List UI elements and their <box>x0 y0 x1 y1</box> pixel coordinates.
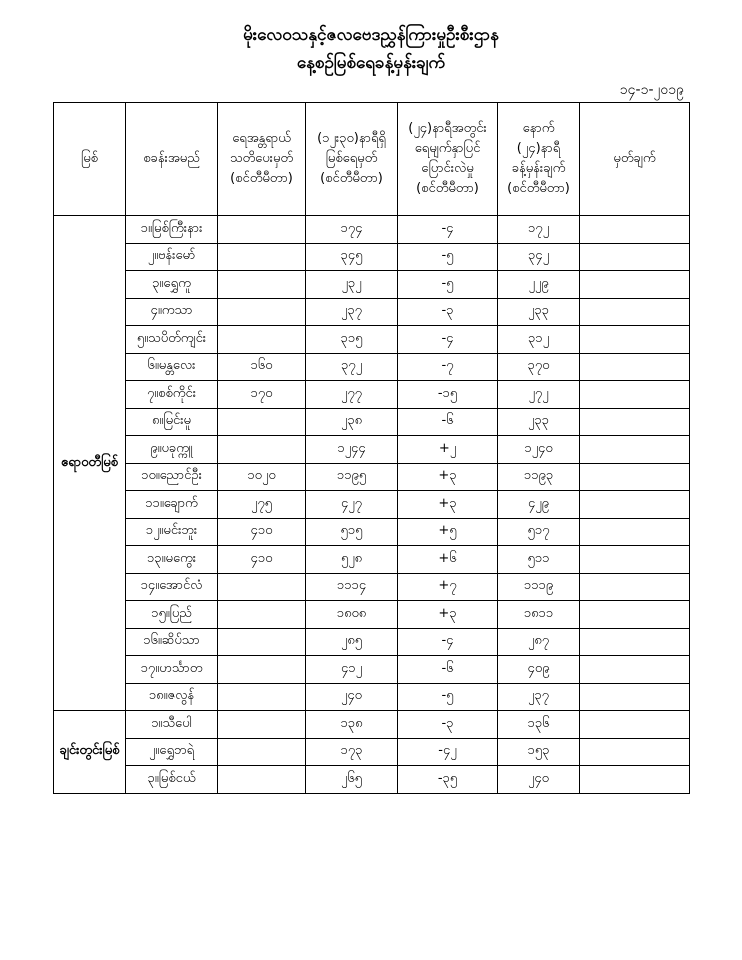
water-level-cell: ၃၇၂ <box>306 353 398 381</box>
station-cell: ၁။သီပေါ <box>126 711 218 739</box>
change-cell: -၁၅ <box>398 381 498 409</box>
forecast-cell: ၂၄၀ <box>498 766 580 794</box>
change-cell: -၅ <box>398 271 498 299</box>
change-cell: +၃ <box>398 491 498 519</box>
table-row <box>54 683 690 711</box>
station-cell: ၃။မြစ်ငယ် <box>126 766 218 794</box>
change-cell: -၃ <box>398 298 498 326</box>
change-cell: +၃ <box>398 463 498 491</box>
station-cell: ၁၃။မကွေး <box>126 546 218 574</box>
station-cell: ၁၈။ဇလွန် <box>126 683 218 711</box>
danger-level-cell <box>218 298 306 326</box>
change-cell: -၆ <box>398 656 498 684</box>
remarks-cell <box>580 546 690 574</box>
water-level-cell: ၅၁၅ <box>306 518 398 546</box>
table-row <box>54 628 690 656</box>
table-row <box>54 381 690 409</box>
table-row <box>54 353 690 381</box>
danger-level-cell: ၂၇၅ <box>218 491 306 519</box>
table-row <box>54 491 690 519</box>
water-level-cell: ၅၂၈ <box>306 546 398 574</box>
water-level-cell: ၁၈၀၈ <box>306 601 398 629</box>
station-cell: ၂။ဗန်းမော် <box>126 243 218 271</box>
remarks-cell <box>580 601 690 629</box>
change-cell: -၄ <box>398 326 498 354</box>
danger-level-cell <box>218 573 306 601</box>
danger-level-cell <box>218 436 306 464</box>
station-cell: ၇။စစ်ကိုင်း <box>126 381 218 409</box>
change-cell: -၄ <box>398 216 498 244</box>
remarks-cell <box>580 766 690 794</box>
station-cell: ၁၇။ဟင်္သာတ <box>126 656 218 684</box>
remarks-cell <box>580 436 690 464</box>
remarks-cell <box>580 353 690 381</box>
water-level-cell: ၂၃၇ <box>306 298 398 326</box>
water-level-cell: ၄၂၇ <box>306 491 398 519</box>
table-row <box>54 766 690 794</box>
change-cell: +၂ <box>398 436 498 464</box>
danger-level-cell <box>218 326 306 354</box>
remarks-cell <box>580 683 690 711</box>
forecast-cell: ၂၇၂ <box>498 381 580 409</box>
water-level-cell: ၃၄၅ <box>306 243 398 271</box>
danger-level-cell <box>218 601 306 629</box>
forecast-cell: ၄၂၉ <box>498 491 580 519</box>
forecast-cell: ၄၀၉ <box>498 656 580 684</box>
forecast-cell: ၂၃၇ <box>498 683 580 711</box>
river-name-cell: ဧရာဝတီမြစ် <box>54 216 126 711</box>
danger-level-cell <box>218 408 306 436</box>
header-water-level: (၁၂း၃၀)နာရီရှိ မြစ်ရေမှတ် (စင်တီမီတာ) <box>306 103 398 216</box>
remarks-cell <box>580 463 690 491</box>
forecast-cell: ၁၁၁၉ <box>498 573 580 601</box>
change-cell: +၆ <box>398 546 498 574</box>
station-cell: ၈။မြင်းမူ <box>126 408 218 436</box>
table-row <box>54 573 690 601</box>
water-level-cell: ၂၇၇ <box>306 381 398 409</box>
change-cell: -၃၅ <box>398 766 498 794</box>
forecast-cell: ၅၁၇ <box>498 518 580 546</box>
water-level-cell: ၂၆၅ <box>306 766 398 794</box>
table-row <box>54 271 690 299</box>
water-level-cell: ၂၃၈ <box>306 408 398 436</box>
change-cell: -၃ <box>398 711 498 739</box>
remarks-cell <box>580 243 690 271</box>
forecast-cell: ၃၄၂ <box>498 243 580 271</box>
station-cell: ၂။ရွှေဘရဲ <box>126 738 218 766</box>
remarks-cell <box>580 271 690 299</box>
danger-level-cell <box>218 243 306 271</box>
change-cell: -၇ <box>398 353 498 381</box>
change-cell: -၅ <box>398 683 498 711</box>
table-row <box>54 518 690 546</box>
remarks-cell <box>580 381 690 409</box>
table-header-row <box>54 103 690 216</box>
table-row <box>54 216 690 244</box>
station-cell: ၆။မန္တလေး <box>126 353 218 381</box>
change-cell: +၅ <box>398 518 498 546</box>
water-level-cell: ၁၃၈ <box>306 711 398 739</box>
table-row <box>54 436 690 464</box>
table-row <box>54 738 690 766</box>
remarks-cell <box>580 656 690 684</box>
forecast-cell: ၂၂၉ <box>498 271 580 299</box>
forecast-cell: ၁၁၉၃ <box>498 463 580 491</box>
station-cell: ၁၁။ချောက် <box>126 491 218 519</box>
remarks-cell <box>580 573 690 601</box>
forecast-cell: ၁၂၄၀ <box>498 436 580 464</box>
danger-level-cell <box>218 683 306 711</box>
forecast-cell: ၁၇၂ <box>498 216 580 244</box>
table-row <box>54 711 690 739</box>
danger-level-cell <box>218 656 306 684</box>
forecast-cell: ၂၈၇ <box>498 628 580 656</box>
forecast-cell: ၁၅၃ <box>498 738 580 766</box>
table-row <box>54 243 690 271</box>
water-level-cell: ၁၇၄ <box>306 216 398 244</box>
station-cell: ၅။သပိတ်ကျင်း <box>126 326 218 354</box>
remarks-cell <box>580 518 690 546</box>
table-row <box>54 326 690 354</box>
water-level-cell: ၂၄၀ <box>306 683 398 711</box>
water-level-cell: ၂၃၂ <box>306 271 398 299</box>
change-cell: -၅ <box>398 243 498 271</box>
forecast-cell: ၂၃၃ <box>498 408 580 436</box>
remarks-cell <box>580 738 690 766</box>
remarks-cell <box>580 216 690 244</box>
danger-level-cell: ၁၇၀ <box>218 381 306 409</box>
river-name-cell: ချင်းတွင်းမြစ် <box>54 711 126 794</box>
danger-level-cell <box>218 738 306 766</box>
header-danger-level: ရေအန္တရာယ် သတိပေးမှတ် (စင်တီမီတာ) <box>218 103 306 216</box>
forecast-cell: ၅၁၁ <box>498 546 580 574</box>
table-row <box>54 546 690 574</box>
danger-level-cell <box>218 216 306 244</box>
remarks-cell <box>580 628 690 656</box>
forecast-cell: ၁၈၁၁ <box>498 601 580 629</box>
danger-level-cell <box>218 271 306 299</box>
change-cell: +၇ <box>398 573 498 601</box>
change-cell: -၄၂ <box>398 738 498 766</box>
danger-level-cell: ၄၁၀ <box>218 546 306 574</box>
change-cell: -၄ <box>398 628 498 656</box>
water-level-cell: ၃၁၅ <box>306 326 398 354</box>
danger-level-cell: ၄၁၀ <box>218 518 306 546</box>
water-level-cell: ၁၂၄၄ <box>306 436 398 464</box>
danger-level-cell <box>218 766 306 794</box>
report-date: ၁၄-၁-၂၀၁၉ <box>619 82 684 98</box>
remarks-cell <box>580 326 690 354</box>
change-cell: +၃ <box>398 601 498 629</box>
table-row <box>54 601 690 629</box>
forecast-cell: ၂၃၃ <box>498 298 580 326</box>
agency-title: မိုးလေဝသနှင့်ဇလဗေဒညွှန်ကြားမှုဦးစီးဌာန <box>243 25 499 45</box>
header-forecast: နောက် (၂၄)နာရီ ခန့်မှန်းချက် (စင်တီမီတာ) <box>498 103 580 216</box>
water-level-cell: ၁၁၉၅ <box>306 463 398 491</box>
forecast-cell: ၃၁၂ <box>498 326 580 354</box>
table-row <box>54 656 690 684</box>
danger-level-cell <box>218 711 306 739</box>
river-forecast-table <box>53 102 690 794</box>
report-title: နေ့စဉ်မြစ်ရေခန့်မှန်းချက် <box>296 53 446 73</box>
forecast-cell: ၁၃၆ <box>498 711 580 739</box>
table-row <box>54 463 690 491</box>
station-cell: ၉။ပခုက္ကူ <box>126 436 218 464</box>
station-cell: ၁။မြစ်ကြီးနား <box>126 216 218 244</box>
water-level-cell: ၂၈၅ <box>306 628 398 656</box>
station-cell: ၁၂။မင်းဘူး <box>126 518 218 546</box>
table-row <box>54 298 690 326</box>
station-cell: ၃။ရွှေကူ <box>126 271 218 299</box>
remarks-cell <box>580 711 690 739</box>
header-river: မြစ် <box>54 103 126 216</box>
station-cell: ၄။ကသာ <box>126 298 218 326</box>
water-level-cell: ၄၁၂ <box>306 656 398 684</box>
danger-level-cell: ၁၆၀ <box>218 353 306 381</box>
water-level-cell: ၁၇၃ <box>306 738 398 766</box>
table-row <box>54 408 690 436</box>
station-cell: ၁၆။ဆိပ်သာ <box>126 628 218 656</box>
danger-level-cell: ၁၀၂၀ <box>218 463 306 491</box>
remarks-cell <box>580 408 690 436</box>
danger-level-cell <box>218 628 306 656</box>
station-cell: ၁၄။အောင်လံ <box>126 573 218 601</box>
header-remarks: မှတ်ချက် <box>580 103 690 216</box>
header-24h-change: (၂၄)နာရီအတွင်း ရေမျက်နှာပြင် ပြောင်းလဲမှု (စင်တီမီတာ) <box>398 103 498 216</box>
water-level-cell: ၁၁၁၄ <box>306 573 398 601</box>
remarks-cell <box>580 491 690 519</box>
change-cell: -၆ <box>398 408 498 436</box>
remarks-cell <box>580 298 690 326</box>
forecast-cell: ၃၇၀ <box>498 353 580 381</box>
station-cell: ၁၅။ပြည် <box>126 601 218 629</box>
header-station: စခန်းအမည် <box>126 103 218 216</box>
station-cell: ၁၀။ညောင်ဦး <box>126 463 218 491</box>
